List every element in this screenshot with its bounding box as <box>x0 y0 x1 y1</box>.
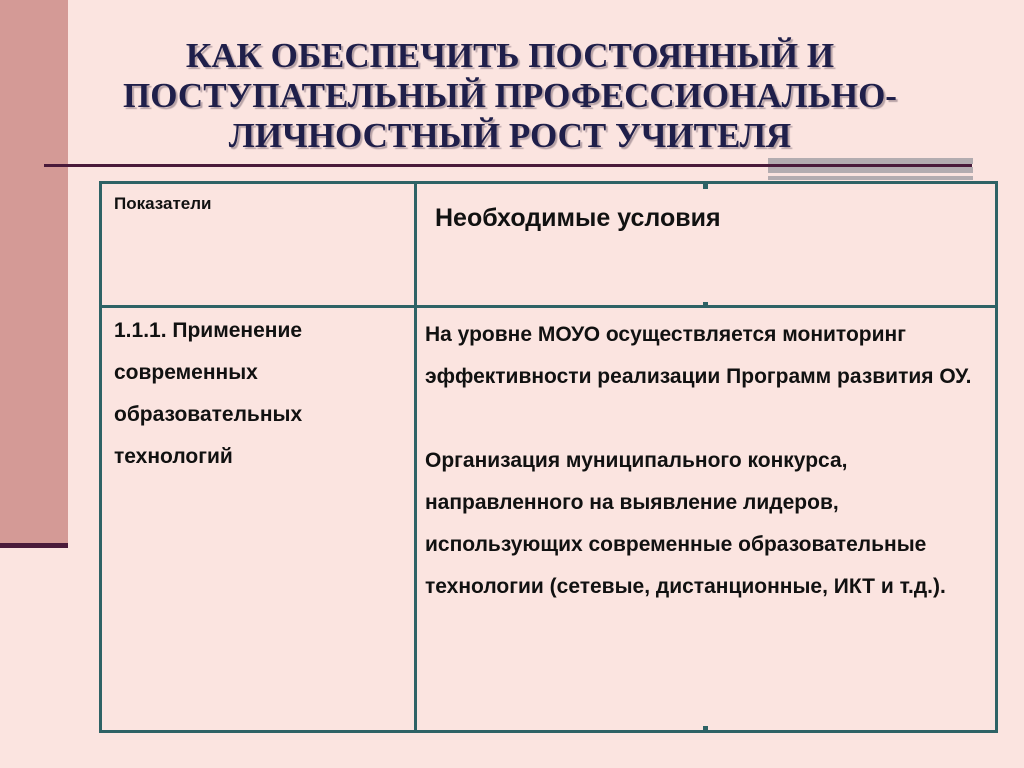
left-accent-rule <box>0 543 68 548</box>
column-tick-mark <box>703 726 708 732</box>
indicator-cell: 1.1.1. Применение современных образовательных технологий <box>101 307 416 732</box>
condition-paragraph: На уровне МОУО осуществляется мониторинг эффективности реализации Программ развития ОУ. <box>425 323 972 388</box>
header-conditions: Необходимые условия <box>416 183 997 307</box>
condition-paragraph: Организация муниципального конкурса, направленного на выявление лидеров, использующих современные образовательные технологии (сетевые, дистанционные, ИКТ и т.д.). <box>425 449 946 598</box>
table-row <box>101 307 997 732</box>
slide-title: КАК ОБЕСПЕЧИТЬ ПОСТОЯННЫЙ И ПОСТУПАТЕЛЬНЫЙ ПРОФЕССИОНАЛЬНО-ЛИЧНОСТНЫЙ РОСТ УЧИТЕЛЯ <box>123 36 897 155</box>
column-tick-mark <box>703 302 708 308</box>
header-indicators: Показатели <box>101 183 416 307</box>
column-tick-mark <box>703 183 708 189</box>
conditions-table <box>99 181 998 733</box>
title-divider-accent <box>768 158 973 180</box>
left-accent-bar <box>0 0 68 546</box>
table-header-row <box>101 183 997 307</box>
conditions-cell <box>416 307 997 732</box>
